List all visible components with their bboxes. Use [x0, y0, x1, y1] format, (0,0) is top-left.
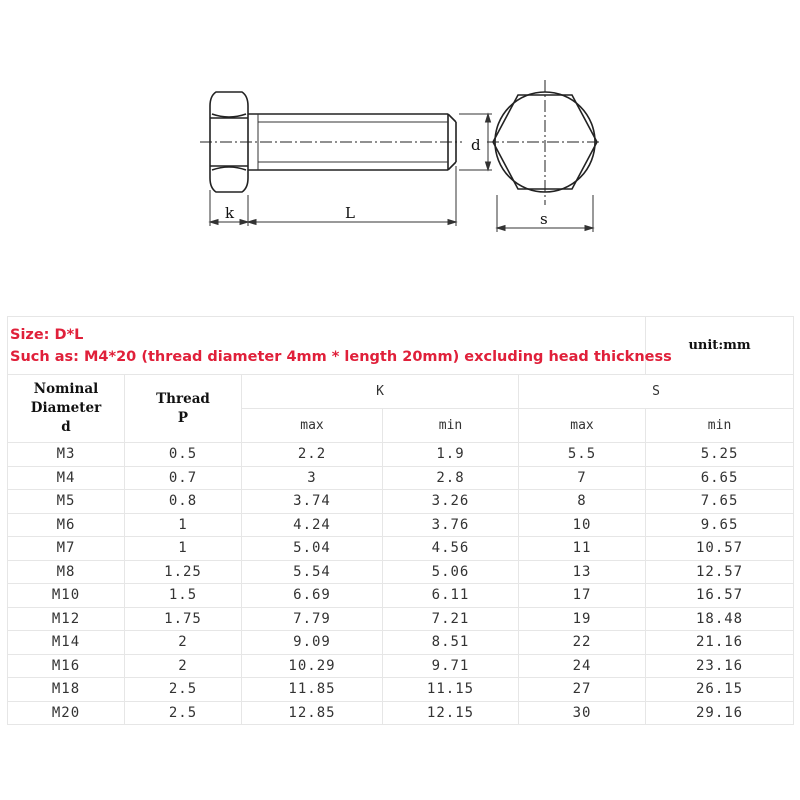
header-s: S — [519, 375, 794, 409]
header-nominal-line3: d — [61, 419, 71, 435]
dimension-lines — [210, 114, 593, 232]
cell-k-min: 12.15 — [383, 701, 519, 725]
header-nominal-diameter — [8, 375, 125, 443]
cell-s-min: 29.16 — [646, 701, 794, 725]
table-row — [8, 490, 794, 514]
cell-k-min: 1.9 — [383, 443, 519, 467]
cell-thread-pitch: 0.7 — [125, 466, 242, 490]
cell-thread-pitch: 0.5 — [125, 443, 242, 467]
cell-k-max: 2.2 — [242, 443, 383, 467]
cell-s-min: 16.57 — [646, 584, 794, 608]
cell-nominal-diameter: M3 — [8, 443, 125, 467]
cell-k-min: 3.26 — [383, 490, 519, 514]
cell-s-min: 7.65 — [646, 490, 794, 514]
spec-table — [7, 316, 794, 725]
header-nominal-line1: Nominal — [33, 381, 99, 397]
cell-k-max: 10.29 — [242, 654, 383, 678]
bolt-technical-drawing — [0, 0, 800, 260]
table-row — [8, 513, 794, 537]
cell-s-max: 11 — [519, 537, 646, 561]
cell-k-max: 11.85 — [242, 678, 383, 702]
header-k-min: min — [383, 409, 519, 443]
cell-k-min: 3.76 — [383, 513, 519, 537]
cell-s-max: 5.5 — [519, 443, 646, 467]
dim-label-l: L — [345, 204, 355, 222]
header-k-max: max — [242, 409, 383, 443]
size-info — [8, 317, 672, 375]
cell-thread-pitch: 0.8 — [125, 490, 242, 514]
cell-s-min: 18.48 — [646, 607, 794, 631]
table-row — [8, 631, 794, 655]
cell-nominal-diameter: M6 — [8, 513, 125, 537]
cell-k-max: 12.85 — [242, 701, 383, 725]
cell-s-max: 13 — [519, 560, 646, 584]
table-row — [8, 678, 794, 702]
cell-s-min: 10.57 — [646, 537, 794, 561]
header-row-1 — [8, 375, 794, 409]
cell-s-min: 21.16 — [646, 631, 794, 655]
table-row — [8, 584, 794, 608]
cell-k-min: 6.11 — [383, 584, 519, 608]
cell-k-min: 11.15 — [383, 678, 519, 702]
cell-s-min: 5.25 — [646, 443, 794, 467]
cell-thread-pitch: 1.5 — [125, 584, 242, 608]
cell-s-min: 9.65 — [646, 513, 794, 537]
header-nominal-line2: Diameter — [30, 400, 102, 416]
header-s-min: min — [646, 409, 794, 443]
table-row — [8, 560, 794, 584]
table-row — [8, 466, 794, 490]
cell-k-max: 6.69 — [242, 584, 383, 608]
cell-k-max: 7.79 — [242, 607, 383, 631]
table-row — [8, 607, 794, 631]
header-s-max: max — [519, 409, 646, 443]
size-example-text: Such as: M4*20 (thread diameter 4mm * length 20mm) excluding head thickness — [10, 348, 672, 365]
cell-nominal-diameter: M16 — [8, 654, 125, 678]
cell-s-max: 19 — [519, 607, 646, 631]
cell-k-max: 5.54 — [242, 560, 383, 584]
cell-k-max: 3.74 — [242, 490, 383, 514]
cell-thread-pitch: 1.75 — [125, 607, 242, 631]
cell-thread-pitch: 2 — [125, 654, 242, 678]
cell-nominal-diameter: M12 — [8, 607, 125, 631]
cell-s-max: 22 — [519, 631, 646, 655]
cell-nominal-diameter: M7 — [8, 537, 125, 561]
cell-k-min: 2.8 — [383, 466, 519, 490]
table-row — [8, 654, 794, 678]
cell-s-min: 12.57 — [646, 560, 794, 584]
info-row — [8, 317, 794, 375]
cell-k-max: 3 — [242, 466, 383, 490]
cell-thread-pitch: 1 — [125, 513, 242, 537]
header-thread-line2: P — [177, 409, 189, 426]
cell-nominal-diameter: M4 — [8, 466, 125, 490]
unit-label: unit:mm — [646, 317, 794, 375]
cell-nominal-diameter: M8 — [8, 560, 125, 584]
header-thread — [125, 375, 242, 443]
cell-thread-pitch: 1 — [125, 537, 242, 561]
cell-k-max: 9.09 — [242, 631, 383, 655]
cell-s-min: 6.65 — [646, 466, 794, 490]
cell-s-max: 8 — [519, 490, 646, 514]
dim-label-s: s — [540, 210, 548, 228]
cell-thread-pitch: 2 — [125, 631, 242, 655]
cell-nominal-diameter: M10 — [8, 584, 125, 608]
cell-k-max: 4.24 — [242, 513, 383, 537]
cell-k-min: 9.71 — [383, 654, 519, 678]
cell-s-max: 30 — [519, 701, 646, 725]
center-lines — [200, 80, 600, 205]
cell-nominal-diameter: M5 — [8, 490, 125, 514]
header-thread-line1: Thread — [156, 390, 210, 407]
cell-s-min: 26.15 — [646, 678, 794, 702]
table-row — [8, 701, 794, 725]
size-format-text: Size: D*L — [10, 326, 84, 343]
cell-nominal-diameter: M20 — [8, 701, 125, 725]
cell-thread-pitch: 2.5 — [125, 678, 242, 702]
cell-nominal-diameter: M18 — [8, 678, 125, 702]
cell-thread-pitch: 2.5 — [125, 701, 242, 725]
cell-nominal-diameter: M14 — [8, 631, 125, 655]
cell-s-max: 17 — [519, 584, 646, 608]
cell-s-min: 23.16 — [646, 654, 794, 678]
cell-k-min: 5.06 — [383, 560, 519, 584]
cell-s-max: 10 — [519, 513, 646, 537]
table-row — [8, 443, 794, 467]
dim-label-d: d — [471, 136, 481, 154]
cell-s-max: 27 — [519, 678, 646, 702]
table-row — [8, 537, 794, 561]
cell-s-max: 24 — [519, 654, 646, 678]
cell-s-max: 7 — [519, 466, 646, 490]
cell-k-min: 7.21 — [383, 607, 519, 631]
dim-label-k: k — [225, 204, 235, 222]
header-k: K — [242, 375, 519, 409]
cell-k-min: 8.51 — [383, 631, 519, 655]
cell-k-max: 5.04 — [242, 537, 383, 561]
cell-k-min: 4.56 — [383, 537, 519, 561]
cell-thread-pitch: 1.25 — [125, 560, 242, 584]
